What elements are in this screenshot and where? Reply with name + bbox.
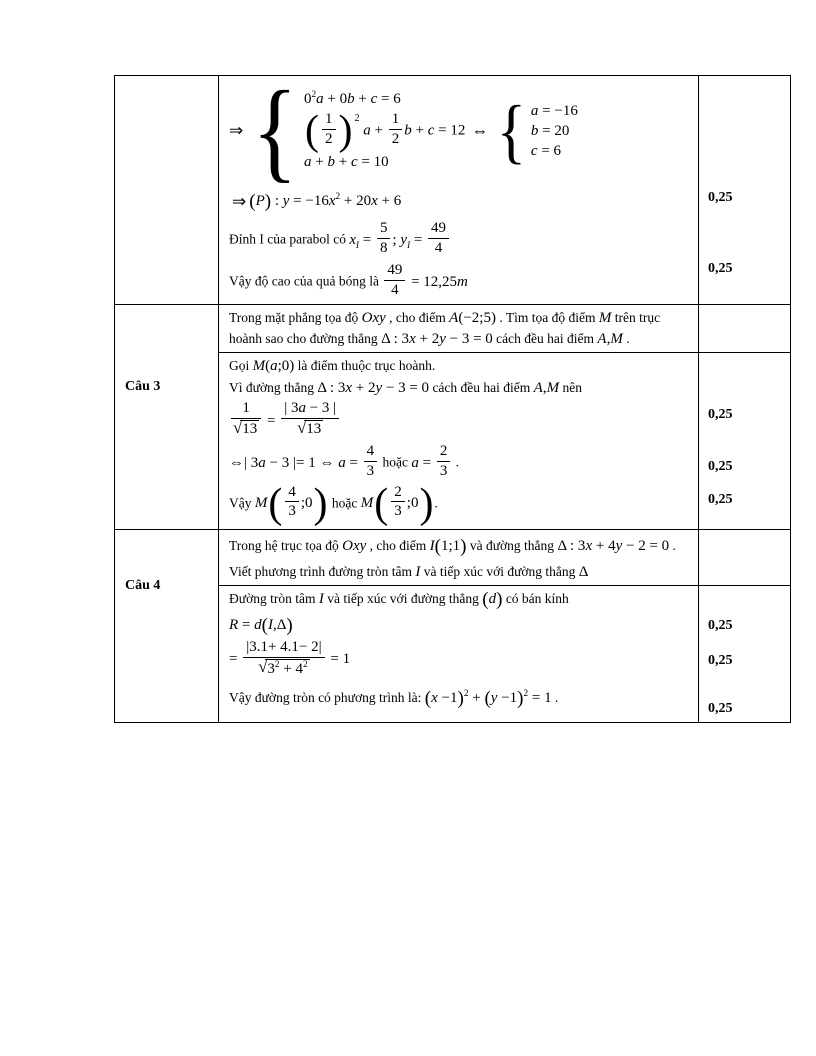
points-cell <box>699 76 791 305</box>
points-cell <box>699 353 791 530</box>
question-number: Câu 3 <box>125 378 161 394</box>
points-value: 0,25 <box>708 618 733 634</box>
points-value: 0,25 <box>708 407 733 423</box>
points-cell <box>699 530 791 586</box>
answer-table <box>114 69 791 723</box>
content-line: Trong mặt phẳng tọa độ Oxy , cho điểm A(−2;5) . Tìm tọa độ điểm M trên trục <box>229 309 661 326</box>
question-label-cell <box>115 304 219 529</box>
content-line: Vậy M( $\frac{4}{3}$ ;0) hoặc M( $\frac{2}{3}$ ;0). <box>229 480 438 527</box>
content-line: Gọi M(a;0) là điểm thuộc trục hoành. <box>229 358 436 375</box>
content-line: Đỉnh I của parabol có $x_I$ = $\frac{5}{8}$ ; $y_I$ = $\frac{49}{4}$ <box>229 222 692 259</box>
table-row <box>115 530 791 586</box>
points-value: 0,25 <box>708 459 733 475</box>
points-cell <box>699 304 791 352</box>
points-value: 0,25 <box>708 261 733 276</box>
points-value: 0,25 <box>708 653 733 669</box>
content-line: Trong hệ trục tọa độ Oxy , cho điểm I(1;1) và đường thẳng Δ : 3x + 4y − 2 = 0 . <box>229 536 676 558</box>
content-line: Vậy độ cao của quả bóng là $\frac{49}{4}$ = 12,25m <box>229 262 468 298</box>
statement-content-cell <box>219 304 699 352</box>
content-line: Đường tròn tâm I và tiếp xúc với đường thẳng (d) có bán kính <box>229 589 569 611</box>
content-line: ⇔| 3a − 3 |= 1 ⇔ a = $\frac{4}{3}$ hoặc a = $\frac{2}{3}$ . <box>229 442 460 479</box>
content-line: = |3.1+ 4.1− 2| √ $3^2 + 4^2$ = 1 <box>229 638 351 677</box>
question-label-cell <box>115 76 219 305</box>
table-row <box>115 304 791 352</box>
solution-content-cell <box>219 69 699 305</box>
content-line: Viết phương trình đường tròn tâm I và tiếp xúc với đường thẳng Δ <box>229 563 589 580</box>
content-line: 1 √ 13 = | 3a − 3 | √ 13 <box>229 402 692 440</box>
solution-content-cell <box>219 353 699 530</box>
table-row <box>115 76 791 305</box>
solution-content-cell <box>219 586 699 723</box>
statement-content-cell <box>219 530 699 586</box>
content-line: Vì đường thẳng Δ : 3x + 2y − 3 = 0 cách đều hai điểm A,M nên <box>229 379 582 396</box>
question-label-cell <box>115 530 219 723</box>
content-line: hoành sao cho đường thẳng Δ : 3x + 2y − 3 = 0 cách đều hai điểm A,M . <box>229 331 630 348</box>
content-line: ⇒ { $0^2a + 0b + c = 6$ ( $\frac{1}{2}$ ) $^2$ a + $\frac{1}{2}$ b + c = 12 a + b + c = 10 ⇔ { a = −16 b = 20 c = 6 <box>229 69 578 193</box>
points-cell <box>699 586 791 723</box>
points-value: 0,25 <box>708 492 733 508</box>
points-value: 0,25 <box>708 190 733 205</box>
question-number: Câu 4 <box>125 578 161 594</box>
content-line: ⇒ (P) : $y = -16x^2 + 20x + 6$ <box>232 191 402 213</box>
content-line: Vậy đường tròn có phương trình là: $(x -1)^2 + (y -1)^2 = 1$ . <box>229 688 559 710</box>
content-line: R = d(I,Δ) <box>229 615 293 637</box>
points-value: 0,25 <box>708 701 733 717</box>
